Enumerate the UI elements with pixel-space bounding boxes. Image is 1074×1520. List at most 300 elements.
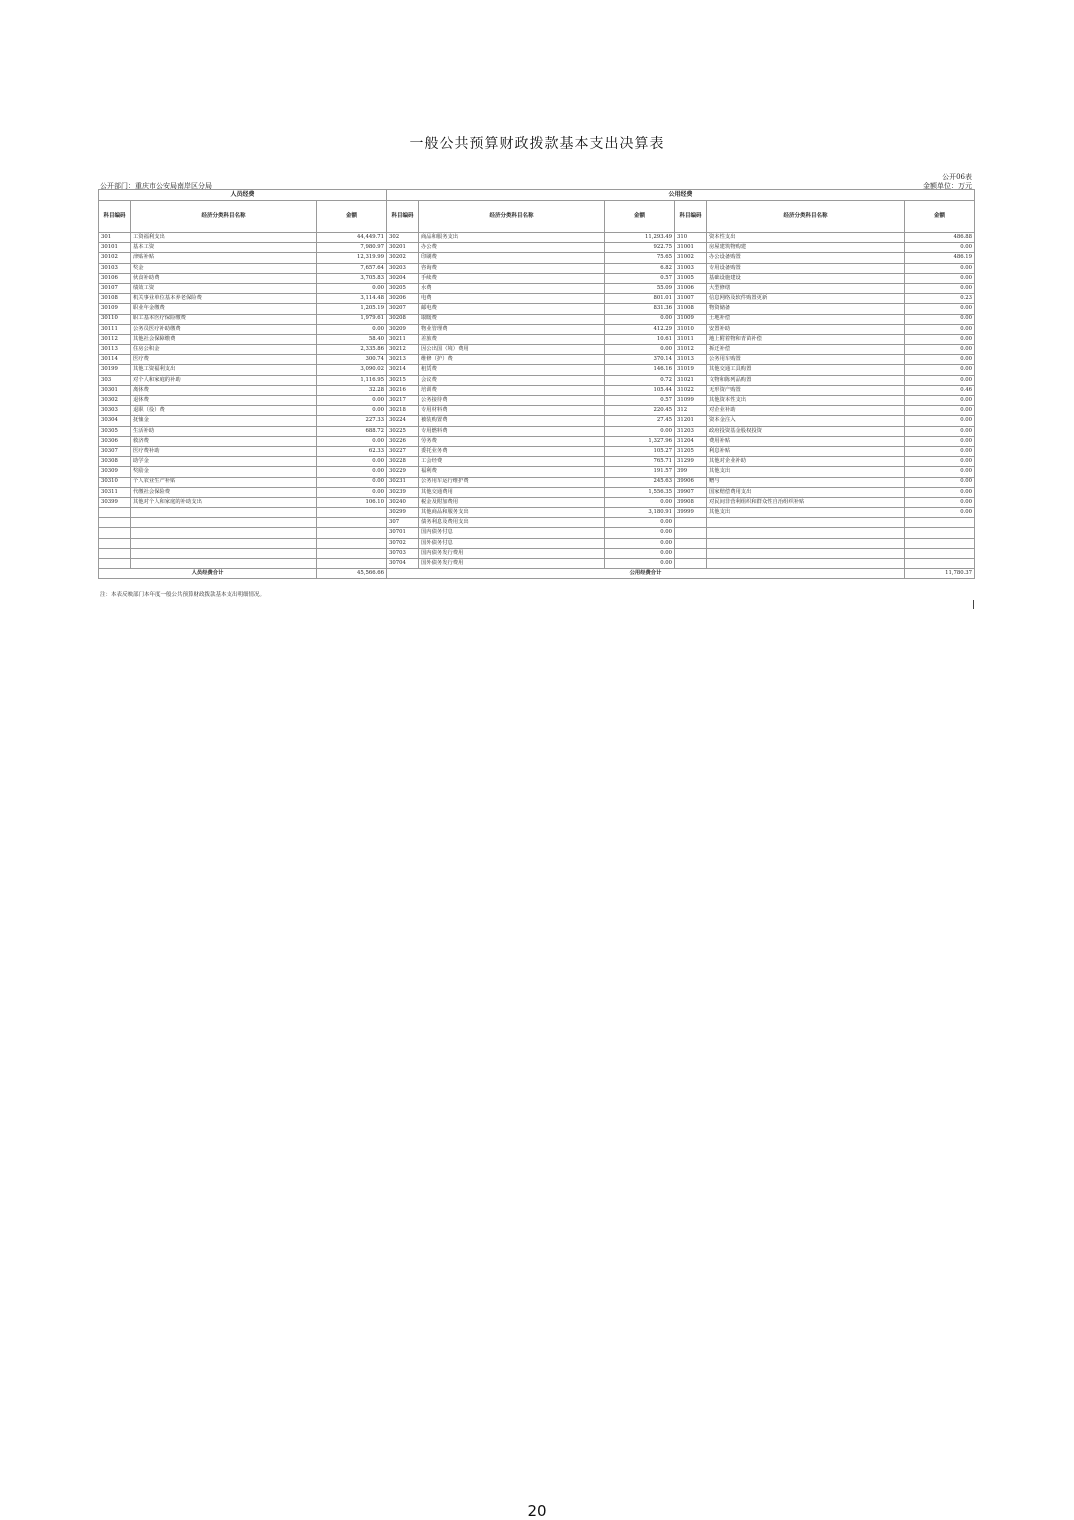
cell-amount: 0.00	[905, 365, 975, 375]
cell-amount	[905, 538, 975, 548]
cell-amount: 220.45	[605, 406, 675, 416]
cell-code: 30113	[99, 345, 131, 355]
cell-amount: 370.14	[605, 355, 675, 365]
cell-amount: 0.00	[905, 487, 975, 497]
table-row	[99, 243, 975, 253]
name-header: 经济分类科目名称	[131, 201, 317, 233]
cell-amount	[317, 528, 387, 538]
cell-name: 生活补助	[131, 426, 317, 436]
cell-code: 30303	[99, 406, 131, 416]
public-total-label: 公用经费合计	[387, 569, 905, 579]
cell-amount: 227.33	[317, 416, 387, 426]
table-row	[99, 436, 975, 446]
cell-name: 退休费	[131, 396, 317, 406]
cell-name	[131, 518, 317, 528]
cell-name: 助学金	[131, 457, 317, 467]
cell-amount: 0.00	[317, 487, 387, 497]
cell-amount: 0.00	[905, 283, 975, 293]
cell-code: 39999	[675, 508, 707, 518]
table-row	[99, 233, 975, 243]
cell-name: 奖励金	[131, 467, 317, 477]
table-row	[99, 457, 975, 467]
cell-code: 30306	[99, 436, 131, 446]
cell-amount: 1,327.96	[605, 436, 675, 446]
cell-code: 30108	[99, 294, 131, 304]
cell-code: 30217	[387, 396, 419, 406]
cell-amount: 1,205.19	[317, 304, 387, 314]
cell-code: 307	[387, 518, 419, 528]
cell-name: 离休费	[131, 385, 317, 395]
cell-name	[707, 518, 905, 528]
cell-amount: 486.19	[905, 253, 975, 263]
cell-name: 医疗费	[131, 355, 317, 365]
cell-name: 大型修缮	[707, 283, 905, 293]
cell-code	[99, 508, 131, 518]
cell-name: 物业管理费	[419, 324, 605, 334]
cell-amount: 146.16	[605, 365, 675, 375]
public-group-header: 公用经费	[387, 190, 975, 201]
cell-amount: 0.00	[905, 355, 975, 365]
cell-name: 其他资本性支出	[707, 396, 905, 406]
table-row	[99, 385, 975, 395]
cell-name: 其他工资福利支出	[131, 365, 317, 375]
table-row	[99, 283, 975, 293]
cell-code: 30304	[99, 416, 131, 426]
cell-name	[707, 528, 905, 538]
cell-amount: 0.00	[317, 396, 387, 406]
cell-amount: 0.00	[317, 436, 387, 446]
cell-amount: 0.00	[605, 548, 675, 558]
cell-amount: 0.00	[905, 314, 975, 324]
expenditure-table	[98, 189, 975, 579]
cell-amount: 1,979.61	[317, 314, 387, 324]
cell-name: 赠与	[707, 477, 905, 487]
cell-code	[99, 548, 131, 558]
cell-name: 培训费	[419, 385, 605, 395]
cell-name: 抚恤金	[131, 416, 317, 426]
personnel-total-amount: 45,566.66	[317, 569, 387, 579]
cell-amount: 12,319.99	[317, 253, 387, 263]
cell-name: 维修（护）费	[419, 355, 605, 365]
cell-code: 31013	[675, 355, 707, 365]
cell-code: 30305	[99, 426, 131, 436]
cell-code: 39908	[675, 497, 707, 507]
cell-code: 30226	[387, 436, 419, 446]
cell-amount: 0.00	[317, 457, 387, 467]
cell-code: 30299	[387, 508, 419, 518]
cell-code: 31003	[675, 263, 707, 273]
cell-name: 其他支出	[707, 467, 905, 477]
cell-code: 399	[675, 467, 707, 477]
cell-code: 30309	[99, 467, 131, 477]
cell-code: 30218	[387, 406, 419, 416]
cell-code: 30212	[387, 345, 419, 355]
cell-amount: 0.72	[605, 375, 675, 385]
cell-code: 30302	[99, 396, 131, 406]
table-row	[99, 508, 975, 518]
cell-amount: 0.00	[905, 508, 975, 518]
cell-code: 31010	[675, 324, 707, 334]
cell-amount: 0.00	[605, 426, 675, 436]
cell-code: 30110	[99, 314, 131, 324]
cell-code: 30209	[387, 324, 419, 334]
cell-code: 30704	[387, 559, 419, 569]
cell-name: 其他对个人和家庭的补助支出	[131, 497, 317, 507]
table-row	[99, 518, 975, 528]
cell-name: 公务用车运行维护费	[419, 477, 605, 487]
cell-name: 国内债务付息	[419, 528, 605, 538]
cell-amount	[905, 528, 975, 538]
cell-code: 31019	[675, 365, 707, 375]
cell-code: 30214	[387, 365, 419, 375]
cell-name: 咨询费	[419, 263, 605, 273]
cell-name: 印刷费	[419, 253, 605, 263]
table-row	[99, 538, 975, 548]
cell-amount: 191.57	[605, 467, 675, 477]
cell-amount: 62.33	[317, 446, 387, 456]
cell-code: 301	[99, 233, 131, 243]
cell-code: 30203	[387, 263, 419, 273]
cell-code: 31012	[675, 345, 707, 355]
cell-name: 会议费	[419, 375, 605, 385]
cell-amount: 0.57	[605, 273, 675, 283]
cell-name: 商品和服务支出	[419, 233, 605, 243]
cell-code: 30199	[99, 365, 131, 375]
cell-code: 30231	[387, 477, 419, 487]
cell-name: 税金及附加费用	[419, 497, 605, 507]
cell-name: 对民间非营利组织和群众性自治组织补贴	[707, 497, 905, 507]
cell-code: 30111	[99, 324, 131, 334]
cell-code: 31201	[675, 416, 707, 426]
cell-amount	[317, 538, 387, 548]
cell-amount: 0.00	[317, 467, 387, 477]
cell-name: 公务员医疗补助缴费	[131, 324, 317, 334]
table-row	[99, 548, 975, 558]
cell-code: 303	[99, 375, 131, 385]
cell-name: 债务利息及费用支出	[419, 518, 605, 528]
cell-name: 住房公积金	[131, 345, 317, 355]
cell-amount: 75.65	[605, 253, 675, 263]
cell-code: 30211	[387, 334, 419, 344]
cell-amount: 3,114.48	[317, 294, 387, 304]
table-row	[99, 304, 975, 314]
cell-amount: 831.36	[605, 304, 675, 314]
cell-amount: 0.00	[605, 314, 675, 324]
cell-code: 30240	[387, 497, 419, 507]
table-row	[99, 406, 975, 416]
cell-name: 电费	[419, 294, 605, 304]
cell-amount: 32.28	[317, 385, 387, 395]
cell-name: 救济费	[131, 436, 317, 446]
table-row	[99, 528, 975, 538]
cell-name: 费用补贴	[707, 436, 905, 446]
name-header: 经济分类科目名称	[707, 201, 905, 233]
cell-name: 退职（役）费	[131, 406, 317, 416]
cell-amount: 10.61	[605, 334, 675, 344]
cell-amount	[317, 548, 387, 558]
personnel-group-header: 人员经费	[99, 190, 387, 201]
table-note: 注：本表反映部门本年度一般公共预算财政拨款基本支出明细情况。	[100, 592, 266, 598]
cell-code: 31022	[675, 385, 707, 395]
cell-name: 手续费	[419, 273, 605, 283]
cell-code: 31204	[675, 436, 707, 446]
cell-code	[675, 528, 707, 538]
amount-header: 金额	[317, 201, 387, 233]
cell-amount	[905, 548, 975, 558]
cell-name: 个人农业生产补贴	[131, 477, 317, 487]
cell-amount: 0.00	[905, 457, 975, 467]
form-number: 公开06表	[942, 173, 972, 181]
cell-name: 办公设备购置	[707, 253, 905, 263]
table-row	[99, 477, 975, 487]
cell-name: 基础设施建设	[707, 273, 905, 283]
cell-name: 利息补贴	[707, 446, 905, 456]
cell-code: 30701	[387, 528, 419, 538]
cell-amount	[905, 559, 975, 569]
cell-code: 30107	[99, 283, 131, 293]
cell-code: 30301	[99, 385, 131, 395]
cell-amount: 0.00	[317, 477, 387, 487]
cell-amount: 0.00	[905, 396, 975, 406]
cell-name	[131, 559, 317, 569]
cell-name: 职业年金缴费	[131, 304, 317, 314]
cell-name: 政府投资基金股权投资	[707, 426, 905, 436]
cell-amount: 0.00	[905, 345, 975, 355]
cell-code: 30216	[387, 385, 419, 395]
cell-code: 31011	[675, 334, 707, 344]
cell-name: 无形资产购置	[707, 385, 905, 395]
cell-code	[99, 538, 131, 548]
cell-amount: 11,293.49	[605, 233, 675, 243]
cell-name: 租赁费	[419, 365, 605, 375]
public-total-amount: 11,780.37	[905, 569, 975, 579]
cell-name: 医疗费补助	[131, 446, 317, 456]
cell-code: 30224	[387, 416, 419, 426]
cell-name: 资本金注入	[707, 416, 905, 426]
table-row	[99, 446, 975, 456]
table-row	[99, 324, 975, 334]
cell-code: 39907	[675, 487, 707, 497]
page-number: 20	[527, 1502, 547, 1520]
cell-code: 30399	[99, 497, 131, 507]
table-row	[99, 487, 975, 497]
cell-code: 39906	[675, 477, 707, 487]
cell-code: 31009	[675, 314, 707, 324]
cell-amount: 0.00	[905, 243, 975, 253]
cell-code: 30228	[387, 457, 419, 467]
cell-code: 310	[675, 233, 707, 243]
amount-header: 金额	[905, 201, 975, 233]
cell-amount: 0.00	[905, 446, 975, 456]
code-header: 科目编码	[99, 201, 131, 233]
cell-amount: 2,335.86	[317, 345, 387, 355]
table-row	[99, 355, 975, 365]
cell-name: 公务用车购置	[707, 355, 905, 365]
table-row	[99, 416, 975, 426]
cell-name: 水费	[419, 283, 605, 293]
table-row	[99, 334, 975, 344]
totals-row	[99, 569, 975, 579]
cell-code: 31299	[675, 457, 707, 467]
cell-name: 资本性支出	[707, 233, 905, 243]
cell-code: 312	[675, 406, 707, 416]
cell-amount: 3,090.02	[317, 365, 387, 375]
code-header: 科目编码	[387, 201, 419, 233]
cell-code	[99, 528, 131, 538]
cell-amount: 58.40	[317, 334, 387, 344]
cell-code	[675, 559, 707, 569]
cell-code: 30101	[99, 243, 131, 253]
cell-name	[131, 508, 317, 518]
cell-amount: 105.27	[605, 446, 675, 456]
table-row	[99, 375, 975, 385]
table-row	[99, 426, 975, 436]
cell-code: 30106	[99, 273, 131, 283]
cell-code: 31205	[675, 446, 707, 456]
cell-name	[131, 548, 317, 558]
cell-amount	[317, 559, 387, 569]
cell-amount: 0.00	[905, 426, 975, 436]
cell-name: 其他支出	[707, 508, 905, 518]
cell-name: 国内债务发行费用	[419, 548, 605, 558]
cell-code: 31001	[675, 243, 707, 253]
cell-amount: 1,116.95	[317, 375, 387, 385]
cell-amount: 0.00	[905, 467, 975, 477]
cell-name	[707, 559, 905, 569]
cell-code: 30310	[99, 477, 131, 487]
cell-code: 30112	[99, 334, 131, 344]
cell-amount: 0.00	[317, 324, 387, 334]
cell-name: 取暖费	[419, 314, 605, 324]
cell-code: 31099	[675, 396, 707, 406]
cell-name: 对个人和家庭的补助	[131, 375, 317, 385]
unit-label: 金额单位：万元	[923, 182, 972, 190]
cell-name: 工会经费	[419, 457, 605, 467]
cell-name: 办公费	[419, 243, 605, 253]
cell-code: 30307	[99, 446, 131, 456]
cell-name: 物资储备	[707, 304, 905, 314]
cell-amount: 0.00	[905, 436, 975, 446]
cell-code: 30208	[387, 314, 419, 324]
cell-code: 30109	[99, 304, 131, 314]
cell-amount: 0.00	[317, 283, 387, 293]
table-row	[99, 365, 975, 375]
cell-amount: 245.63	[605, 477, 675, 487]
cell-name: 职工基本医疗保险缴费	[131, 314, 317, 324]
cell-amount: 7,657.64	[317, 263, 387, 273]
table-row	[99, 263, 975, 273]
cell-code: 30702	[387, 538, 419, 548]
cell-code: 30703	[387, 548, 419, 558]
cell-amount: 106.10	[317, 497, 387, 507]
cell-name: 被装购置费	[419, 416, 605, 426]
cell-name	[707, 538, 905, 548]
cell-name: 基本工资	[131, 243, 317, 253]
cell-amount: 0.00	[905, 497, 975, 507]
cell-name: 国外债务付息	[419, 538, 605, 548]
cell-amount: 0.00	[905, 334, 975, 344]
cell-amount: 55.09	[605, 283, 675, 293]
cell-amount: 105.44	[605, 385, 675, 395]
cell-code: 31021	[675, 375, 707, 385]
cell-name: 地上附着物和青苗补偿	[707, 334, 905, 344]
cell-amount	[905, 518, 975, 528]
cell-name: 代缴社会保险费	[131, 487, 317, 497]
table-row	[99, 273, 975, 283]
cell-name: 差旅费	[419, 334, 605, 344]
cell-name: 伙食补助费	[131, 273, 317, 283]
cell-amount	[317, 508, 387, 518]
cell-name	[131, 528, 317, 538]
name-header: 经济分类科目名称	[419, 201, 605, 233]
table-row	[99, 294, 975, 304]
cell-amount: 0.00	[905, 263, 975, 273]
cell-code	[675, 538, 707, 548]
cell-amount: 0.00	[605, 528, 675, 538]
cell-code: 30227	[387, 446, 419, 456]
cell-code: 31007	[675, 294, 707, 304]
cell-code: 30311	[99, 487, 131, 497]
cell-amount: 0.00	[905, 416, 975, 426]
cell-name: 公务接待费	[419, 396, 605, 406]
cell-name: 专用材料费	[419, 406, 605, 416]
cell-code	[99, 559, 131, 569]
cell-name: 对企业补助	[707, 406, 905, 416]
edge-mark	[973, 600, 974, 609]
cell-amount: 0.00	[605, 559, 675, 569]
cell-amount: 300.74	[317, 355, 387, 365]
cell-code: 30229	[387, 467, 419, 477]
cell-amount: 486.88	[905, 233, 975, 243]
cell-code: 31006	[675, 283, 707, 293]
cell-amount: 0.00	[605, 518, 675, 528]
cell-amount: 765.71	[605, 457, 675, 467]
table-row	[99, 345, 975, 355]
cell-name: 信息网络及软件购置更新	[707, 294, 905, 304]
cell-code: 30204	[387, 273, 419, 283]
cell-amount: 0.00	[905, 375, 975, 385]
cell-amount: 0.00	[605, 345, 675, 355]
cell-code: 31005	[675, 273, 707, 283]
cell-code: 30102	[99, 253, 131, 263]
cell-name: 安置补助	[707, 324, 905, 334]
cell-amount: 0.00	[905, 406, 975, 416]
cell-code: 30201	[387, 243, 419, 253]
cell-code	[99, 518, 131, 528]
cell-code: 30215	[387, 375, 419, 385]
cell-name: 土地补偿	[707, 314, 905, 324]
table-row	[99, 314, 975, 324]
cell-amount: 0.00	[317, 406, 387, 416]
cell-name	[707, 548, 905, 558]
cell-code	[675, 548, 707, 558]
cell-name: 绩效工资	[131, 283, 317, 293]
cell-code: 30225	[387, 426, 419, 436]
cell-amount: 0.00	[905, 273, 975, 283]
cell-code	[675, 518, 707, 528]
cell-amount: 3,705.83	[317, 273, 387, 283]
cell-code: 30202	[387, 253, 419, 263]
cell-code: 30213	[387, 355, 419, 365]
page-title: 一般公共预算财政拨款基本支出决算表	[409, 136, 665, 152]
cell-name: 因公出国（境）费用	[419, 345, 605, 355]
cell-name: 工资福利支出	[131, 233, 317, 243]
cell-code: 30103	[99, 263, 131, 273]
cell-name: 津贴补贴	[131, 253, 317, 263]
cell-amount: 27.45	[605, 416, 675, 426]
cell-name: 国家赔偿费用支出	[707, 487, 905, 497]
table-row	[99, 559, 975, 569]
